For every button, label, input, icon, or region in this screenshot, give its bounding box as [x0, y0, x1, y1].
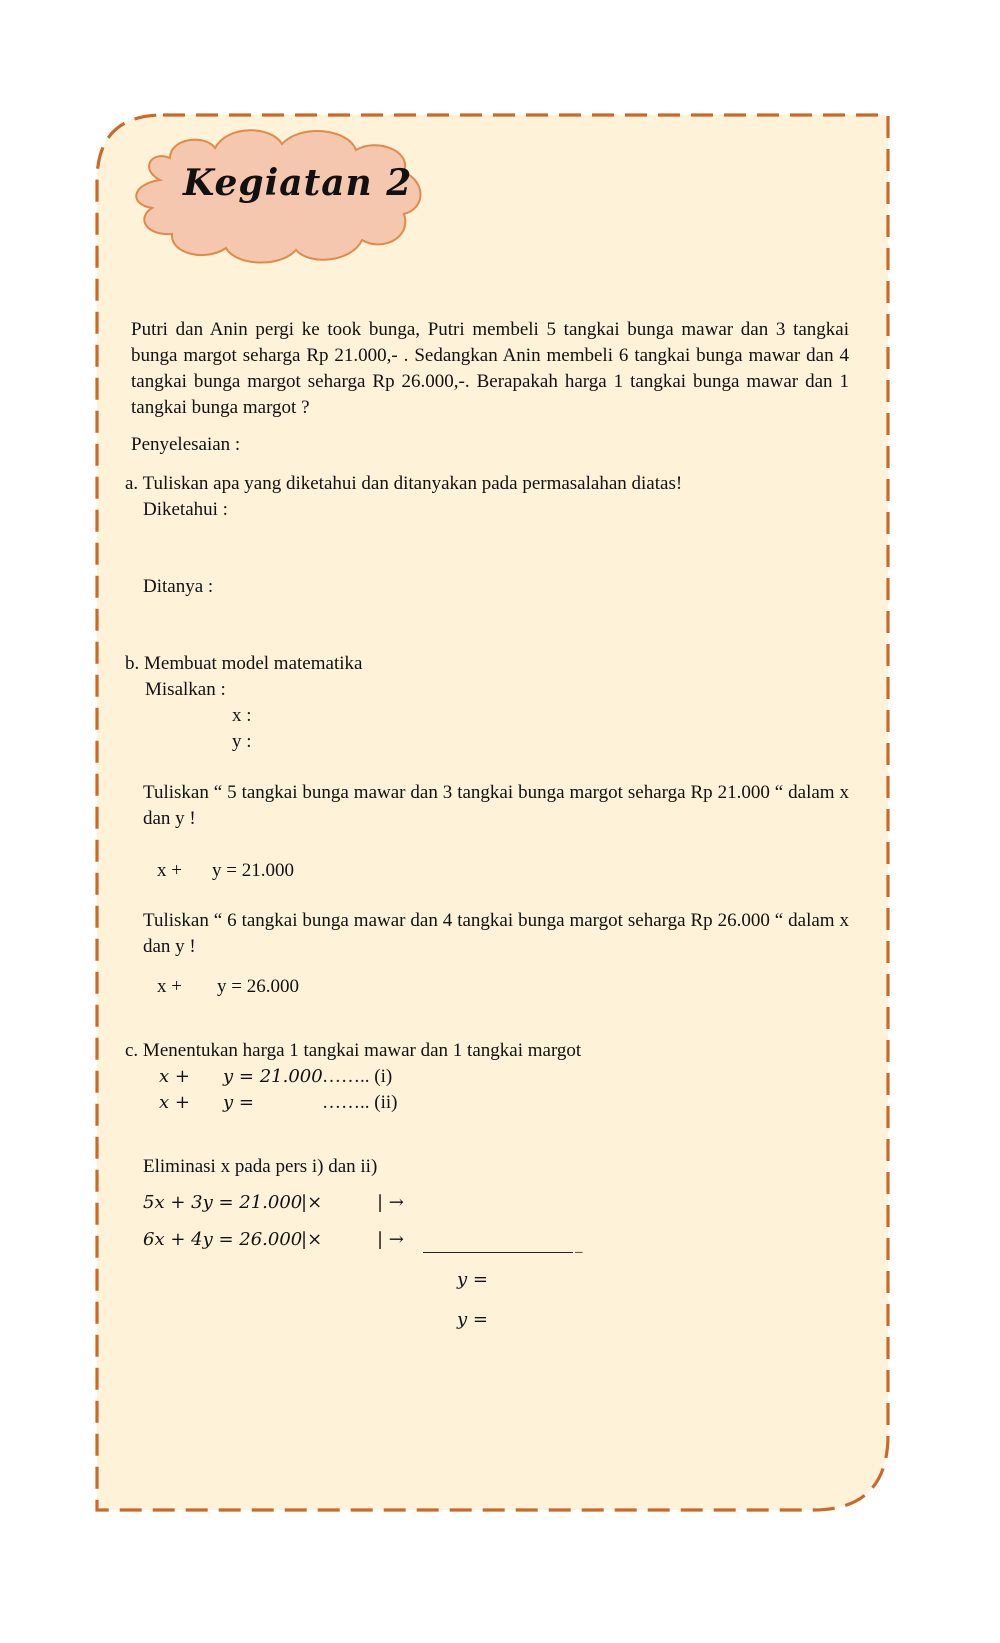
system-1-x-term: x +	[159, 1066, 190, 1087]
activity-title: Kegiatan 2	[183, 162, 413, 204]
arrow-1: | →	[377, 1192, 404, 1213]
system-1-tag: …….. (i)	[322, 1066, 393, 1087]
elimination-equation-1: 5x + 3y = 21.000	[143, 1192, 303, 1213]
known-label: Diketahui :	[143, 499, 228, 520]
system-2-tag: …….. (ii)	[322, 1092, 398, 1113]
equation-2-y-term: y = 26.000	[217, 976, 299, 997]
elimination-label: Eliminasi x pada pers i) dan ii)	[143, 1156, 378, 1177]
part-a-instruction: a. Tuliskan apa yang diketahui dan ditanyakan pada permasalahan diatas!	[125, 473, 683, 494]
minus-sign: _	[575, 1239, 583, 1255]
let-label: Misalkan :	[145, 679, 226, 700]
system-1-y-term: y = 21.000	[223, 1066, 323, 1087]
result-line-1: y =	[457, 1269, 488, 1290]
elimination-equation-2: 6x + 4y = 26.000	[143, 1229, 303, 1250]
solution-label: Penyelesaian :	[131, 434, 241, 455]
part-c-heading: c. Menentukan harga 1 tangkai mawar dan 1 tangkai margot	[125, 1040, 582, 1061]
system-2-x-term: x +	[159, 1092, 190, 1113]
problem-text: Putri dan Anin pergi ke took bunga, Putri membeli 5 tangkai bunga mawar dan 3 tangkai bunga margot seharga Rp 21.000,- . Sedangkan Anin membeli 6 tangkai bunga mawar dan 4 tangkai bunga margot seharga Rp 26.000,-. Berapakah harga 1 tangkai bunga mawar dan 1 tangkai bunga margot ?	[131, 319, 849, 418]
part-b-heading: b. Membuat model matematika	[125, 653, 363, 674]
equation-1-x-term: x +	[157, 860, 182, 881]
subtraction-line	[423, 1252, 573, 1253]
result-line-2: y =	[457, 1309, 488, 1330]
multiply-sign-1: |×	[301, 1192, 323, 1213]
multiply-sign-2: |×	[301, 1229, 323, 1250]
instruction-equation-1: Tuliskan “ 5 tangkai bunga mawar dan 3 tangkai bunga margot seharga Rp 21.000 “ dalam x dan y !	[143, 782, 849, 829]
y-variable-label: y :	[232, 731, 252, 752]
x-variable-label: x :	[232, 705, 252, 726]
asked-label: Ditanya :	[143, 576, 214, 597]
system-2-y-term: y =	[223, 1092, 254, 1113]
equation-2-x-term: x +	[157, 976, 182, 997]
equation-1-y-term: y = 21.000	[212, 860, 294, 881]
arrow-2: | →	[377, 1229, 404, 1250]
instruction-equation-2: Tuliskan “ 6 tangkai bunga mawar dan 4 tangkai bunga margot seharga Rp 26.000 “ dalam x dan y !	[143, 910, 849, 957]
